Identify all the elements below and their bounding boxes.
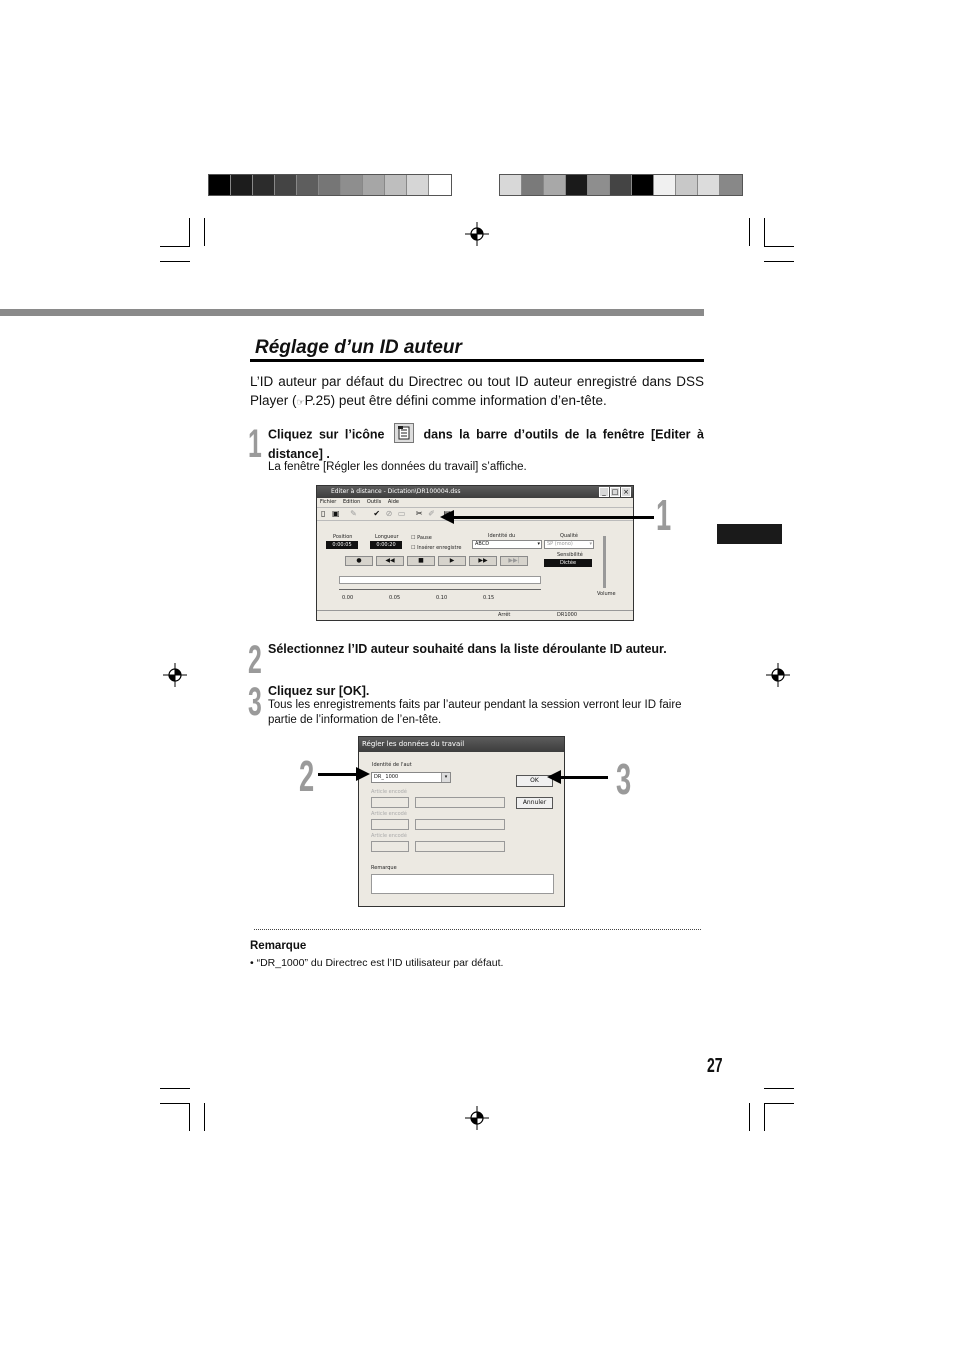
callout-number-3: 3: [616, 755, 632, 804]
next-index-button[interactable]: ▶▶|: [500, 556, 528, 566]
ok-button[interactable]: OK: [516, 775, 553, 787]
window-titlebar: Editer à distance - Dictation\DR100004.dss _ □ ×: [317, 486, 633, 498]
remarque-field[interactable]: [371, 874, 554, 894]
color-swatch: [544, 175, 566, 195]
tick-label: 0.05: [389, 595, 401, 601]
step-number: 1: [248, 422, 262, 466]
status-right: DR1000: [557, 612, 578, 618]
article-label: Article encodé: [371, 833, 407, 839]
position-label: Position: [333, 534, 353, 540]
crop-mark: [160, 246, 190, 247]
crop-mark: [160, 1103, 190, 1104]
callout-number-2: 2: [299, 752, 315, 801]
callout-number-1: 1: [656, 491, 672, 540]
arrowhead-icon: [547, 770, 561, 784]
step-1-note: La fenêtre [Régler les données du travail] s’affiche.: [268, 461, 527, 473]
color-swatch: [209, 175, 231, 195]
clear-icon[interactable]: ⊘: [385, 509, 393, 518]
status-bar: [317, 610, 633, 620]
color-swatch: [407, 175, 429, 195]
step-1-instruction: Cliquez sur l’icône dans la barre d’outils de la fenêtre [Editer à distance] .: [268, 425, 704, 463]
callout-arrow-2: [318, 773, 358, 776]
remark-heading: Remarque: [250, 940, 307, 952]
step-number: 2: [248, 638, 262, 682]
qualite-select[interactable]: SP (mono) ▾: [544, 540, 594, 549]
title-rule: [250, 359, 704, 362]
crop-mark: [189, 218, 190, 246]
crop-mark: [764, 261, 794, 262]
sensibilite-label: Sensibilité: [557, 552, 583, 558]
color-bar-left: [208, 174, 452, 196]
volume-slider[interactable]: [603, 536, 606, 588]
article-field: [371, 841, 409, 852]
color-swatch: [720, 175, 742, 195]
menu-edition[interactable]: Edition: [342, 499, 361, 505]
cut-icon[interactable]: ✂: [415, 509, 423, 518]
color-swatch: [522, 175, 544, 195]
intro-paragraph: L’ID auteur par défaut du Directrec ou tout ID auteur enregistré dans DSS Player (☞P.25) peut être défini comme information d’en-tête.: [250, 374, 704, 408]
crop-mark: [189, 1103, 190, 1131]
maximize-button[interactable]: □: [611, 488, 619, 496]
qualite-label: Qualité: [560, 533, 578, 539]
color-swatch: [253, 175, 275, 195]
color-swatch: [632, 175, 654, 195]
crop-mark: [764, 1103, 765, 1131]
pause-checkbox[interactable]: ☐ Pause: [411, 535, 432, 541]
step-2-instruction: Sélectionnez l’ID auteur souhaité dans la liste déroulante ID auteur.: [268, 642, 667, 656]
article-label: Article encodé: [371, 789, 407, 795]
callout-arrow-3: [560, 776, 608, 779]
tick-label: 0.10: [436, 595, 448, 601]
color-swatch: [698, 175, 720, 195]
color-swatch: [654, 175, 676, 195]
new-icon[interactable]: ▯: [321, 509, 326, 518]
tick-label: 0.15: [483, 595, 495, 601]
step-3-note: Tous les enregistrements faits par l’auteur pendant la session verront leur ID faire partie de l’information de l’en-tête.: [268, 699, 682, 726]
color-bar-right: [499, 174, 743, 196]
registration-mark-icon: [465, 222, 489, 246]
color-swatch: [676, 175, 698, 195]
crop-mark: [764, 1103, 794, 1104]
position-display: 0:00:05: [326, 541, 358, 549]
color-swatch: [385, 175, 407, 195]
crop-mark: [204, 218, 205, 246]
job-data-icon[interactable]: ▤: [443, 509, 451, 518]
crop-mark: [764, 1088, 794, 1089]
dialog-titlebar: Régler les données du travail: [359, 737, 564, 752]
crop-mark: [204, 1103, 205, 1131]
remark-bullet: • “DR_1000” du Directrec est l’ID utilisateur par défaut.: [250, 957, 504, 969]
arrowhead-icon: [440, 510, 454, 524]
job-data-dialog: [358, 736, 565, 907]
menu-bar: [317, 498, 633, 507]
longueur-label: Longueur: [375, 534, 399, 540]
crop-mark: [749, 218, 750, 246]
author-id-label: Identité de l'aut: [372, 762, 412, 768]
color-swatch: [275, 175, 297, 195]
registration-mark-icon: [766, 663, 790, 687]
stop-button[interactable]: ■: [407, 556, 435, 566]
color-swatch: [231, 175, 253, 195]
fast-forward-button[interactable]: ▶▶: [469, 556, 497, 566]
header-band: [0, 309, 704, 316]
identite-select[interactable]: ABCD ▾: [472, 540, 542, 549]
step-3-instruction: Cliquez sur [OK].: [268, 684, 370, 698]
article-label: Article encodé: [371, 811, 407, 817]
save-icon[interactable]: ▣: [331, 509, 340, 518]
page-number: 27: [707, 1055, 723, 1077]
crop-mark: [160, 1088, 190, 1089]
close-button[interactable]: ×: [621, 487, 631, 497]
article-field: [371, 797, 409, 808]
remarque-label: Remarque: [371, 865, 397, 871]
color-swatch: [610, 175, 632, 195]
article-desc-field: [415, 841, 505, 852]
job-data-toolbar-icon: [394, 423, 414, 443]
record-button[interactable]: ●: [345, 556, 373, 566]
arrowhead-icon: [356, 767, 370, 781]
dotted-separator: [254, 929, 701, 930]
color-swatch: [500, 175, 522, 195]
check-icon[interactable]: ✔: [373, 509, 381, 518]
seek-slider[interactable]: [339, 576, 541, 584]
book-icon[interactable]: ▭: [397, 509, 406, 518]
play-button[interactable]: ▶: [438, 556, 466, 566]
registration-mark-icon: [163, 663, 187, 687]
registration-mark-icon: [465, 1106, 489, 1130]
status-left: Arrêt: [498, 612, 511, 618]
tick-label: 0.00: [342, 595, 354, 601]
volume-label: Volume: [597, 591, 616, 597]
stamp-icon[interactable]: ✎: [350, 509, 357, 518]
insert-checkbox[interactable]: ☐ Insérer enregistre: [411, 545, 462, 551]
author-id-select[interactable]: DR_ 1000 ▾: [371, 772, 451, 783]
longueur-display: 0:00:20: [370, 541, 402, 549]
menu-fichier[interactable]: Fichier: [320, 499, 337, 505]
step-number: 3: [248, 680, 262, 724]
remote-edit-window: [316, 485, 634, 621]
color-swatch: [363, 175, 385, 195]
sensibilite-display: Dictée: [544, 559, 592, 567]
rewind-button[interactable]: ◀◀: [376, 556, 404, 566]
section-tab: [717, 524, 782, 544]
annuler-button[interactable]: Annuler: [516, 797, 553, 809]
timeline-ruler: [339, 589, 541, 590]
callout-arrow-1: [452, 516, 654, 519]
section-title: Réglage d’un ID auteur: [255, 337, 462, 358]
article-desc-field: [415, 797, 505, 808]
crop-mark: [749, 1103, 750, 1131]
crop-mark: [764, 218, 765, 246]
article-desc-field: [415, 819, 505, 830]
color-swatch: [429, 175, 451, 195]
menu-outils[interactable]: Outils: [366, 499, 382, 505]
page-reference-icon: ☞: [296, 397, 305, 407]
menu-aide[interactable]: Aide: [387, 499, 399, 505]
article-field: [371, 819, 409, 830]
color-swatch: [319, 175, 341, 195]
crop-mark: [160, 261, 190, 262]
color-swatch: [341, 175, 363, 195]
color-swatch: [566, 175, 588, 195]
pen-icon[interactable]: ✐: [428, 509, 435, 518]
minimize-button[interactable]: _: [599, 487, 609, 497]
identite-label: Identité du: [488, 533, 516, 539]
color-swatch: [588, 175, 610, 195]
color-swatch: [297, 175, 319, 195]
crop-mark: [764, 246, 794, 247]
